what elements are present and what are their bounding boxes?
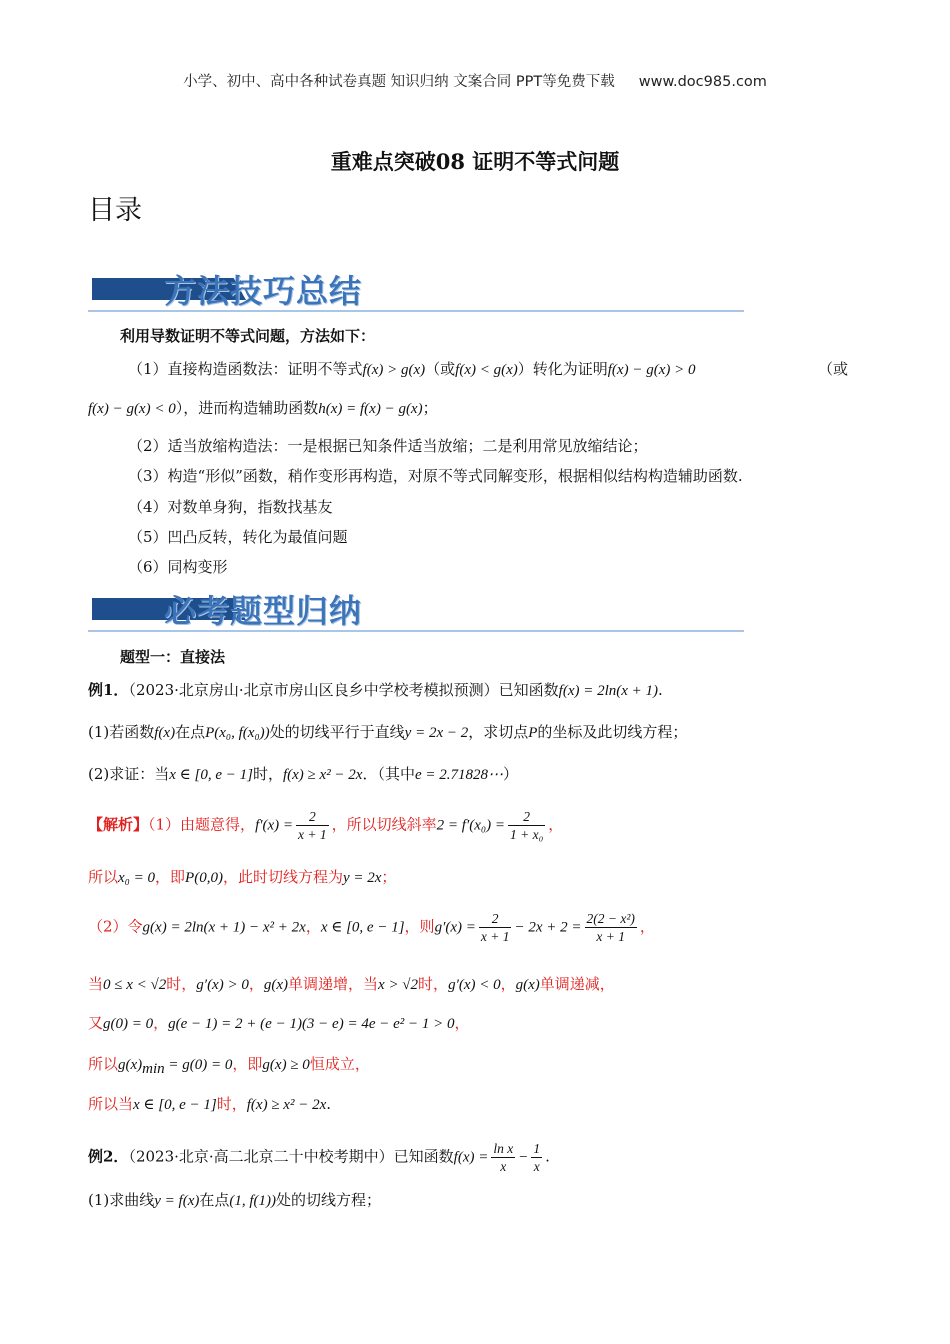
solution-1-line4: 当0 ≤ x < √2时，g′(x) > 0，g(x)单调递增，当x > √2时，g′(x) < 0，g(x)单调递减，	[88, 975, 615, 993]
method-3: （3）构造“形似”函数，稍作变形再构造，对原不等式同解变形，根据相似结构构造辅助函数.	[128, 467, 743, 485]
method-5: （5）凹凸反转，转化为最值问题	[128, 528, 348, 546]
example-1-question-1: (1)若函数f(x)在点P(x₀, f(x₀))处的切线平行于直线y = 2x − 2，求切点P的坐标及此切线方程；	[88, 723, 688, 741]
page-title: 重难点突破08 证明不等式问题	[330, 149, 620, 174]
page-header	[0, 70, 950, 91]
solution-1-line1: 【解析】（1）由题意得，f′(x) = $\frac{2}{x + 1}$ ，所以切线斜率2 = f′(x₀) = $\frac{2}{\text{1 + x₀}}$ ，	[88, 809, 564, 842]
banner-title: 必考题型归纳	[164, 592, 363, 630]
section-banner-types	[88, 588, 744, 634]
toc-heading: 目录	[88, 195, 142, 226]
example-1-statement: 例1．（2023·北京房山·北京市房山区良乡中学校考模拟预测）已知函数f(x) = 2ln(x + 1).	[88, 681, 663, 699]
method-2: （2）适当放缩构造法：一是根据已知条件适当放缩；二是利用常见放缩结论；	[128, 437, 648, 455]
example-2-statement: 例2．（2023·北京·高二北京二十中校考期中）已知函数f(x) = $\frac{\text{ln x}}{x}$ − $\frac{1}{x}$ .	[88, 1141, 550, 1174]
methods-intro: 利用导数证明不等式问题，方法如下：	[120, 327, 376, 345]
solution-1-line7: 所以当x ∈ [0, e − 1]时，f(x) ≥ x² − 2x.	[88, 1095, 332, 1113]
header-url[interactable]: www.doc985.com	[638, 74, 767, 90]
banner-underline	[88, 310, 744, 312]
method-6: （6）同构变形	[128, 558, 228, 576]
method-1-line2: f(x) − g(x) < 0），进而构造辅助函数h(x) = f(x) − g(x)；	[88, 399, 438, 417]
solution-1-line5: 又g(0) = 0，g(e − 1) = 2 + (e − 1)(3 − e) = 4e − e² − 1 > 0，	[88, 1014, 470, 1032]
banner-title: 方法技巧总结	[164, 272, 363, 310]
solution-1-line6: 所以$g(x)_{min} = g(0) = 0$，即g(x) ≥ 0恒成立，	[88, 1055, 370, 1077]
header-text: 小学、初中、高中各种试卷真题 知识归纳 文案合同 PPT等免费下载	[183, 74, 615, 90]
example-2-question-1: (1)求曲线y = f(x)在点(1, f(1))处的切线方程；	[88, 1191, 382, 1209]
banner-underline	[88, 630, 744, 632]
solution-1-line3: （2）令g(x) = 2ln(x + 1) − x² + 2x，x ∈ [0, e − 1]，则g′(x) = $\frac{2}{x + 1}$ − 2x + 2 = $\frac{\text{2(2 − x²)}}{x + 1}$ ，	[88, 911, 655, 944]
method-1-or: （或	[818, 360, 849, 378]
solution-1-line2: 所以x₀ = 0，即P(0,0)，此时切线方程为y = 2x；	[88, 868, 397, 886]
method-4: （4）对数单身狗，指数找基友	[128, 498, 333, 516]
type-1-heading: 题型一：直接法	[120, 648, 226, 666]
section-banner-methods	[88, 268, 744, 314]
method-1-line1: （1）直接构造函数法：证明不等式f(x) > g(x)（或f(x) < g(x)）转化为证明f(x) − g(x) > 0	[128, 360, 696, 378]
example-1-question-2: (2)求证：当x ∈ [0, e − 1]时，f(x) ≥ x² − 2x．（其中e = 2.71828⋯）	[88, 765, 519, 783]
